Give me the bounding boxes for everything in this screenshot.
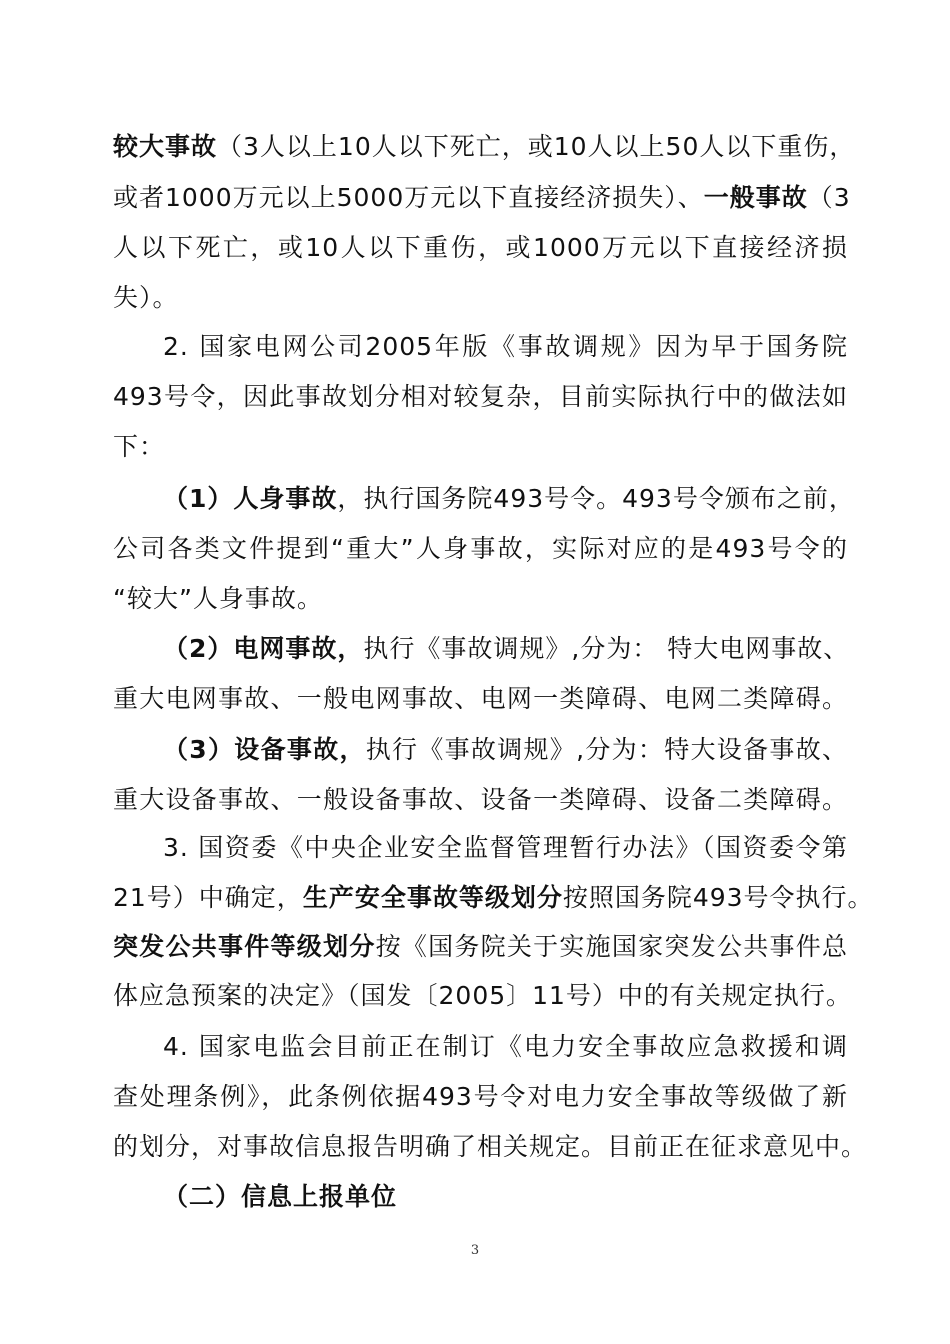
paragraph-start	[163, 1022, 848, 1072]
text-span: 公司各类文件提到“重大”人身事故，实际对应的是493号令的	[113, 534, 848, 563]
text-line	[113, 873, 874, 923]
text-span: （3人以上10人以下死亡，或10人以上50人以下重伤，	[217, 132, 856, 161]
bold-term: 较大事故	[113, 132, 218, 161]
text-span: 21号）中确定，	[113, 883, 303, 912]
text-span: 按照国务院493号令执行。	[562, 883, 874, 912]
page-number: 3	[470, 1243, 480, 1258]
text-line	[113, 422, 848, 472]
text-span: 下：	[113, 432, 166, 461]
text-line	[113, 524, 848, 574]
text-line	[113, 273, 848, 323]
text-span: 执行《事故调规》,分为： 特大电网事故、	[363, 634, 850, 663]
bold-term: （二）信息上报单位	[163, 1182, 398, 1211]
text-span: 或者1000万元以上5000万元以下直接经济损失）、	[113, 183, 704, 212]
text-line	[113, 1122, 868, 1172]
text-line	[113, 223, 848, 273]
text-span: 人以下死亡，或10人以下重伤，或1000万元以下直接经济损	[113, 233, 848, 262]
text-span: 4. 国家电监会目前正在制订《电力安全事故应急救援和调	[163, 1032, 848, 1061]
text-span: ，执行国务院493号令。493号令颁布之前，	[337, 484, 855, 513]
text-span: 3. 国资委《中央企业安全监督管理暂行办法》（国资委令第	[163, 833, 848, 862]
text-line	[113, 372, 848, 422]
text-span: 体应急预案的决定》（国发〔2005〕11号）中的有关规定执行。	[113, 981, 852, 1010]
text-line	[113, 775, 848, 825]
text-line	[113, 574, 848, 624]
text-line	[113, 674, 848, 724]
text-line	[113, 971, 852, 1021]
text-span: 重大电网事故、一般电网事故、电网一类障碍、电网二类障碍。	[113, 684, 848, 713]
text-line	[113, 1072, 848, 1122]
bold-term: （2）电网事故，	[163, 634, 364, 663]
text-span: 2. 国家电网公司2005年版《事故调规》因为早于国务院	[163, 332, 848, 361]
paragraph-start	[163, 624, 848, 674]
bold-term: （1）人身事故	[163, 484, 338, 513]
text-span: 执行《事故调规》,分为：特大设备事故、	[365, 735, 848, 764]
text-line	[113, 122, 856, 172]
bold-term: 生产安全事故等级划分	[302, 883, 563, 912]
text-span: 查处理条例》，此条例依据493号令对电力安全事故等级做了新	[113, 1082, 848, 1111]
paragraph-start	[163, 474, 855, 524]
text-span: 按《国务院关于实施国家突发公共事件总	[375, 932, 848, 961]
text-line	[113, 922, 848, 972]
paragraph-start	[163, 322, 848, 372]
text-span: 重大设备事故、一般设备事故、设备一类障碍、设备二类障碍。	[113, 785, 848, 814]
bold-term: 突发公共事件等级划分	[113, 932, 376, 961]
text-line	[113, 173, 851, 223]
text-span: 失）。	[113, 283, 179, 312]
bold-term: 一般事故	[703, 183, 808, 212]
paragraph-start	[163, 725, 848, 775]
paragraph-start	[163, 823, 848, 873]
text-span: （3	[807, 183, 851, 212]
text-span: 493号令，因此事故划分相对较复杂，目前实际执行中的做法如	[113, 382, 848, 411]
text-span: 的划分，对事故信息报告明确了相关规定。目前正在征求意见中。	[113, 1132, 868, 1161]
bold-term: （3）设备事故，	[163, 735, 366, 764]
section-heading	[163, 1172, 848, 1222]
text-span: “较大”人身事故。	[113, 584, 323, 613]
